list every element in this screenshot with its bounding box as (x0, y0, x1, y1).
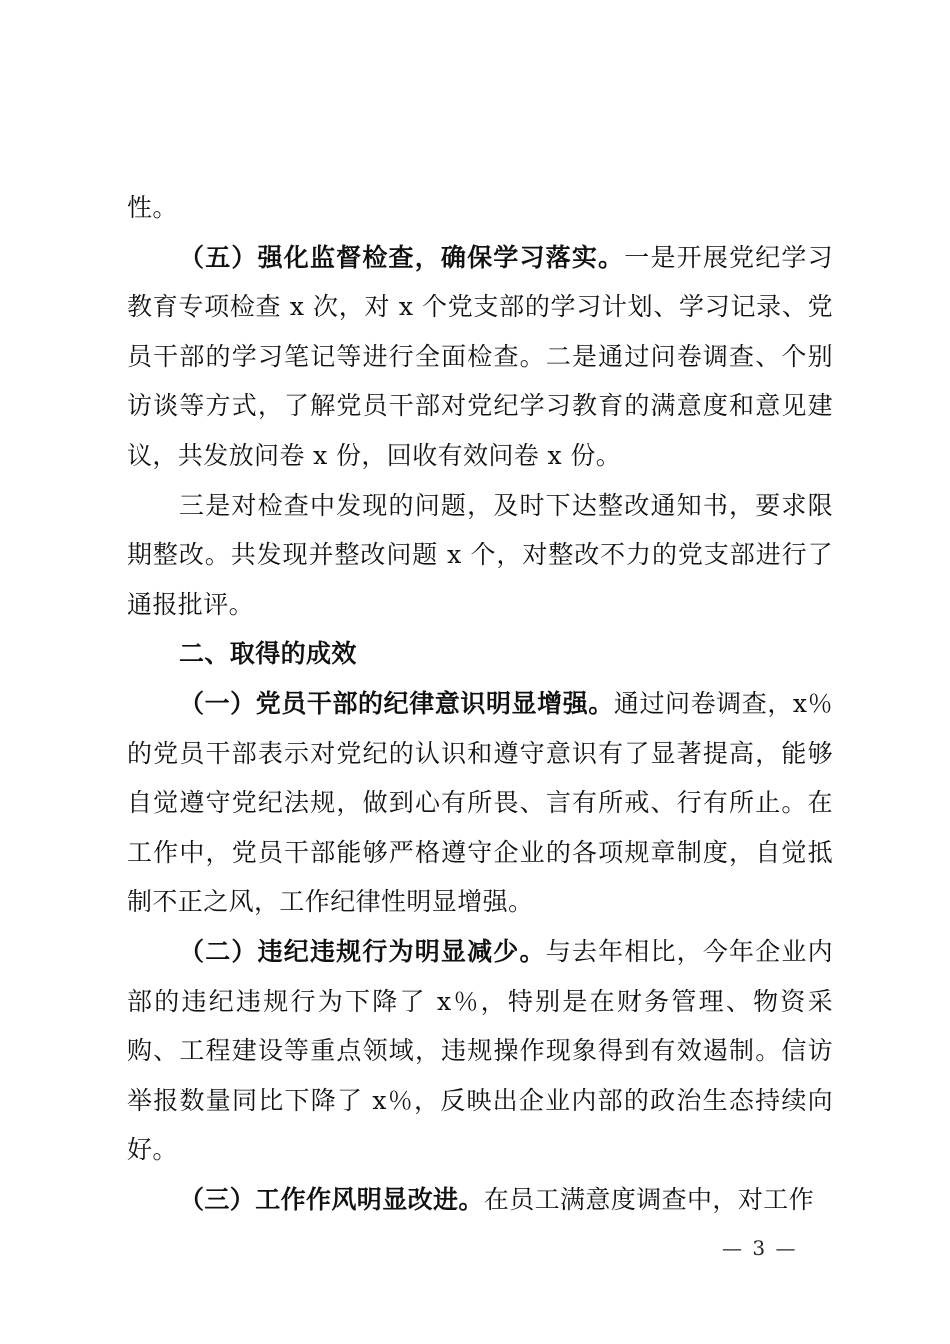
page-number: — 3 — (722, 1236, 798, 1260)
document-body (127, 183, 833, 1224)
paragraph-text: 一是开展党纪学习教育专项检查 x 次，对 x 个党支部的学习计划、学习记录、党员干部的学习笔记等进行全面检查。二是通过问卷调查、个别访谈等方式，了解党员干部对党纪学习教育的满意度和意见建议，共发放问卷 x 份，回收有效问卷 x 份。 (127, 242, 833, 470)
section-heading-text: 二、取得的成效 (179, 639, 357, 669)
paragraph-work-style (127, 1175, 833, 1225)
paragraph-text: 与去年相比，今年企业内部的违纪违规行为下降了 x％，特别是在财务管理、物资采购、工程建设等重点领域，违规操作现象得到有效遏制。信访举报数量同比下降了 x％，反映出企业内部的政治生态持续向好。 (127, 936, 833, 1165)
paragraph-violations-reduced (127, 927, 833, 1175)
paragraph-supervision (127, 233, 833, 481)
paragraph-lead: （五）强化监督检查，确保学习落实。 (179, 242, 625, 272)
section-heading (127, 629, 833, 679)
paragraph-rectification (127, 481, 833, 630)
paragraph-lead: （二）违纪违规行为明显减少。 (179, 936, 546, 966)
paragraph-discipline-awareness (127, 679, 833, 927)
paragraph-text: 在员工满意度调查中，对工作 (483, 1184, 815, 1214)
paragraph-text: 三是对检查中发现的问题，及时下达整改通知书，要求限期整改。共发现并整改问题 x 个，对整改不力的党支部进行了通报批评。 (127, 490, 833, 619)
paragraph-text: 通过问卷调查，x％的党员干部表示对党纪的认识和遵守意识有了显著提高，能够自觉遵守党纪法规，做到心有所畏、言有所戒、行有所止。在工作中，党员干部能够严格遵守企业的各项规章制度，自觉抵制不正之风，工作纪律性明显增强。 (127, 688, 833, 917)
paragraph-lead: （一）党员干部的纪律意识明显增强。 (179, 688, 614, 718)
paragraph-text: 性。 (127, 193, 178, 222)
paragraph-lead: （三）工作作风明显改进。 (179, 1184, 484, 1214)
paragraph-continuation (127, 183, 833, 233)
